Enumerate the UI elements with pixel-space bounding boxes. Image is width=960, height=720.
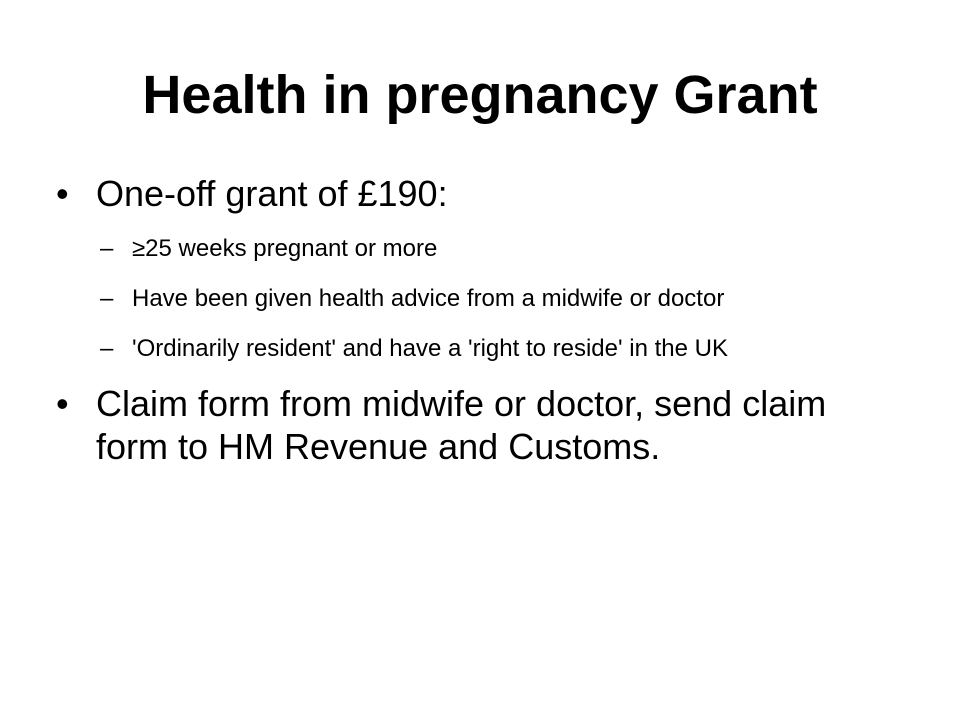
bullet-icon: • — [56, 173, 69, 214]
slide-title: Health in pregnancy Grant — [142, 65, 818, 125]
dash-icon: – — [100, 335, 114, 362]
sub-bullet-item — [56, 331, 906, 367]
sub-bullet-text: Have been given health advice from a midwife or doctor — [132, 285, 725, 312]
dash-icon: – — [100, 285, 114, 312]
bullet-item — [56, 172, 906, 215]
bullet-item — [56, 382, 906, 468]
bullet-text: Claim form from midwife or doctor, send claim form to HM Revenue and Customs. — [96, 383, 827, 467]
slide-content — [56, 172, 906, 468]
bullet-icon: • — [56, 383, 69, 424]
bullet-text: One-off grant of £190: — [96, 173, 448, 214]
sub-bullet-text: ≥25 weeks pregnant or more — [132, 235, 438, 262]
sub-bullet-item — [56, 231, 906, 267]
sub-bullet-text: 'Ordinarily resident' and have a 'right to reside' in the UK — [132, 335, 728, 362]
dash-icon: – — [100, 235, 114, 262]
sub-bullet-item — [56, 281, 906, 317]
